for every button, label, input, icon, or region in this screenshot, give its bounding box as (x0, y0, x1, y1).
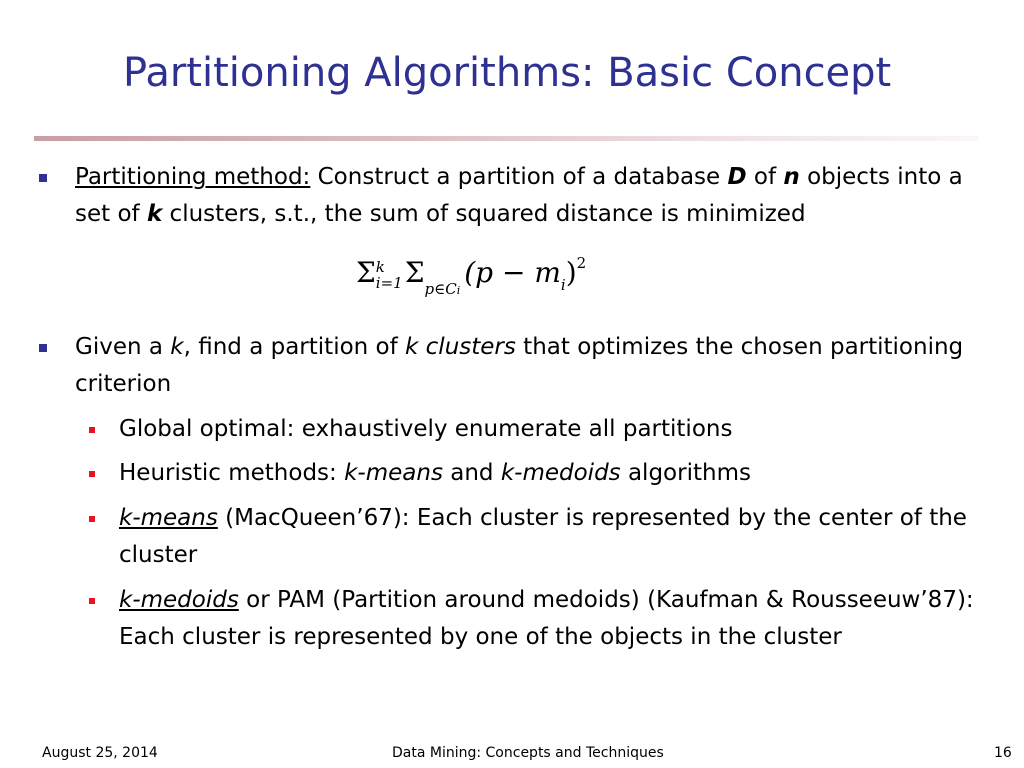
term-partitioning-method: Partitioning method: (75, 164, 311, 190)
sub-bullet-marker (89, 598, 95, 604)
bullet-partitioning-method: Partitioning method: Construct a partition of a database D of n objects into a set of k clusters, s.t., the sum of squared distance is minimized (75, 164, 963, 227)
slide-title: Partitioning Algorithms: Basic Concept (123, 50, 892, 96)
objective-formula: Σ k i=1 $\Sigma_{p\in Ci}(p - m_i)^2$ (356, 254, 587, 298)
sub-bullet-global-optimal: Global optimal: exhaustively enumerate all partitions (119, 416, 733, 442)
footer-title: Data Mining: Concepts and Techniques (392, 745, 664, 761)
sub-bullet-marker (89, 516, 95, 522)
bullet-marker (39, 174, 47, 182)
sub-bullet-kmeans: k-means (MacQueen’67): Each cluster is represented by the center of the cluster (119, 505, 967, 568)
sub-bullet-heuristic: Heuristic methods: k-means and k-medoids algorithms (119, 460, 751, 486)
sub-bullet-marker (89, 471, 95, 477)
bullet-marker (39, 344, 47, 352)
page-number: 16 (994, 745, 1012, 761)
footer-date: August 25, 2014 (42, 745, 158, 761)
title-divider (34, 136, 978, 141)
bullet-given-k: Given a k, find a partition of k clusters that optimizes the chosen partitioning criterion (75, 334, 964, 397)
sub-bullet-marker (89, 427, 95, 433)
sub-bullet-kmedoids: k-medoids or PAM (Partition around medoids) (Kaufman & Rousseeuw’87): Each cluster is represented by one of the objects in the cluster (119, 587, 974, 650)
